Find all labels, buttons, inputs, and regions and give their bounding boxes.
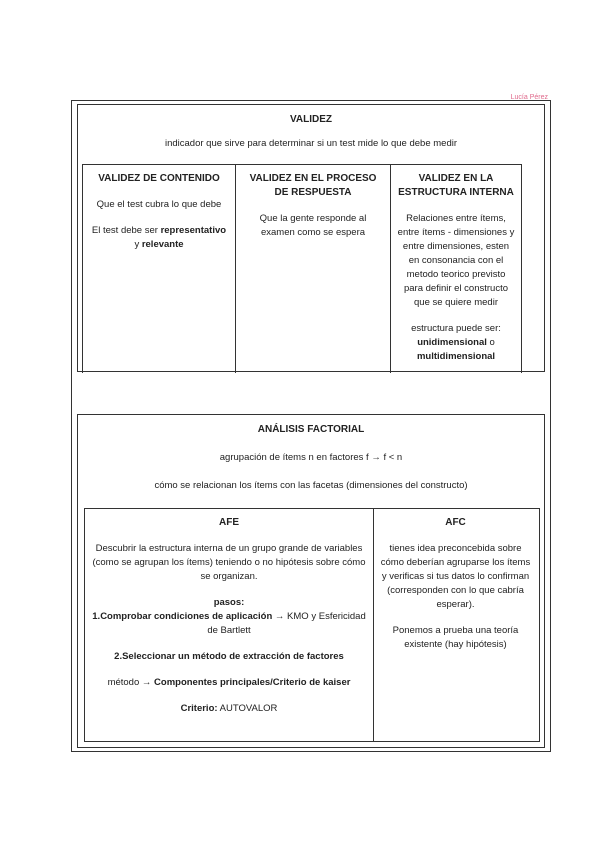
afe-method: método → Componentes principales/Criterio de kaiser: [107, 677, 351, 688]
factorial-section: [77, 414, 545, 748]
afc-column: [374, 509, 537, 741]
afe-column: [85, 509, 374, 741]
validez-contenido-column: [83, 165, 236, 373]
factorial-columns: [84, 508, 540, 742]
proceso-text: Que la gente responde al examen como se espera: [259, 213, 367, 238]
validez-description: indicador que sirve para determinar si un test mide lo que debe medir: [164, 138, 458, 149]
proceso-heading: VALIDEZ EN EL PROCESO DE RESPUESTA: [249, 173, 377, 198]
afe-description: Descubrir la estructura interna de un grupo grande de variables (como se agrupan los ítems) teniendo o no hipótesis sobre cómo se organizan.: [92, 543, 366, 582]
factorial-purpose: cómo se relacionan los ítems con las facetas (dimensiones del constructo): [154, 480, 468, 491]
afc-hypothesis: Ponemos a prueba una teoría existente (hay hipótesis): [392, 625, 519, 650]
factorial-definition: agrupación de ítems n en factores f → f < n: [219, 452, 403, 463]
afe-criterion: Criterio: AUTOVALOR: [180, 703, 278, 714]
estructura-types: estructura puede ser: unidimensional o multidimensional: [411, 323, 501, 362]
validez-title: VALIDEZ: [289, 114, 333, 125]
validez-columns: [82, 164, 522, 373]
validez-estructura-column: [391, 165, 521, 373]
validez-proceso-column: [236, 165, 391, 373]
contenido-heading: VALIDEZ DE CONTENIDO: [98, 173, 220, 184]
validez-section: [77, 104, 545, 372]
afe-step-2: 2.Seleccionar un método de extracción de factores: [114, 651, 344, 662]
afe-heading: AFE: [219, 517, 239, 528]
afc-description: tienes idea preconcebida sobre cómo deberían agruparse los ítems y verificas si tus datos lo confirman (corresponden con lo que cabría esperar).: [380, 543, 531, 610]
factorial-title: ANÁLISIS FACTORIAL: [257, 424, 365, 435]
estructura-text: Relaciones entre ítems, entre ítems - dimensiones y entre dimensiones, esten en consonancia con el metodo teorico previsto para definir el constructo que se quiere medir: [397, 213, 515, 308]
author-name: Lucía Pérez: [510, 94, 548, 101]
afe-steps-label: pasos:: [213, 597, 245, 608]
afe-steps: pasos: 1.Comprobar condiciones de aplicación → KMO y Esfericidad de Bartlett: [92, 597, 366, 636]
afc-heading: AFC: [445, 517, 466, 528]
contenido-requirement: El test debe ser representativo y relevante: [91, 225, 227, 250]
estructura-heading: VALIDEZ EN LA ESTRUCTURA INTERNA: [398, 173, 514, 198]
contenido-text: Que el test cubra lo que debe: [96, 199, 222, 210]
